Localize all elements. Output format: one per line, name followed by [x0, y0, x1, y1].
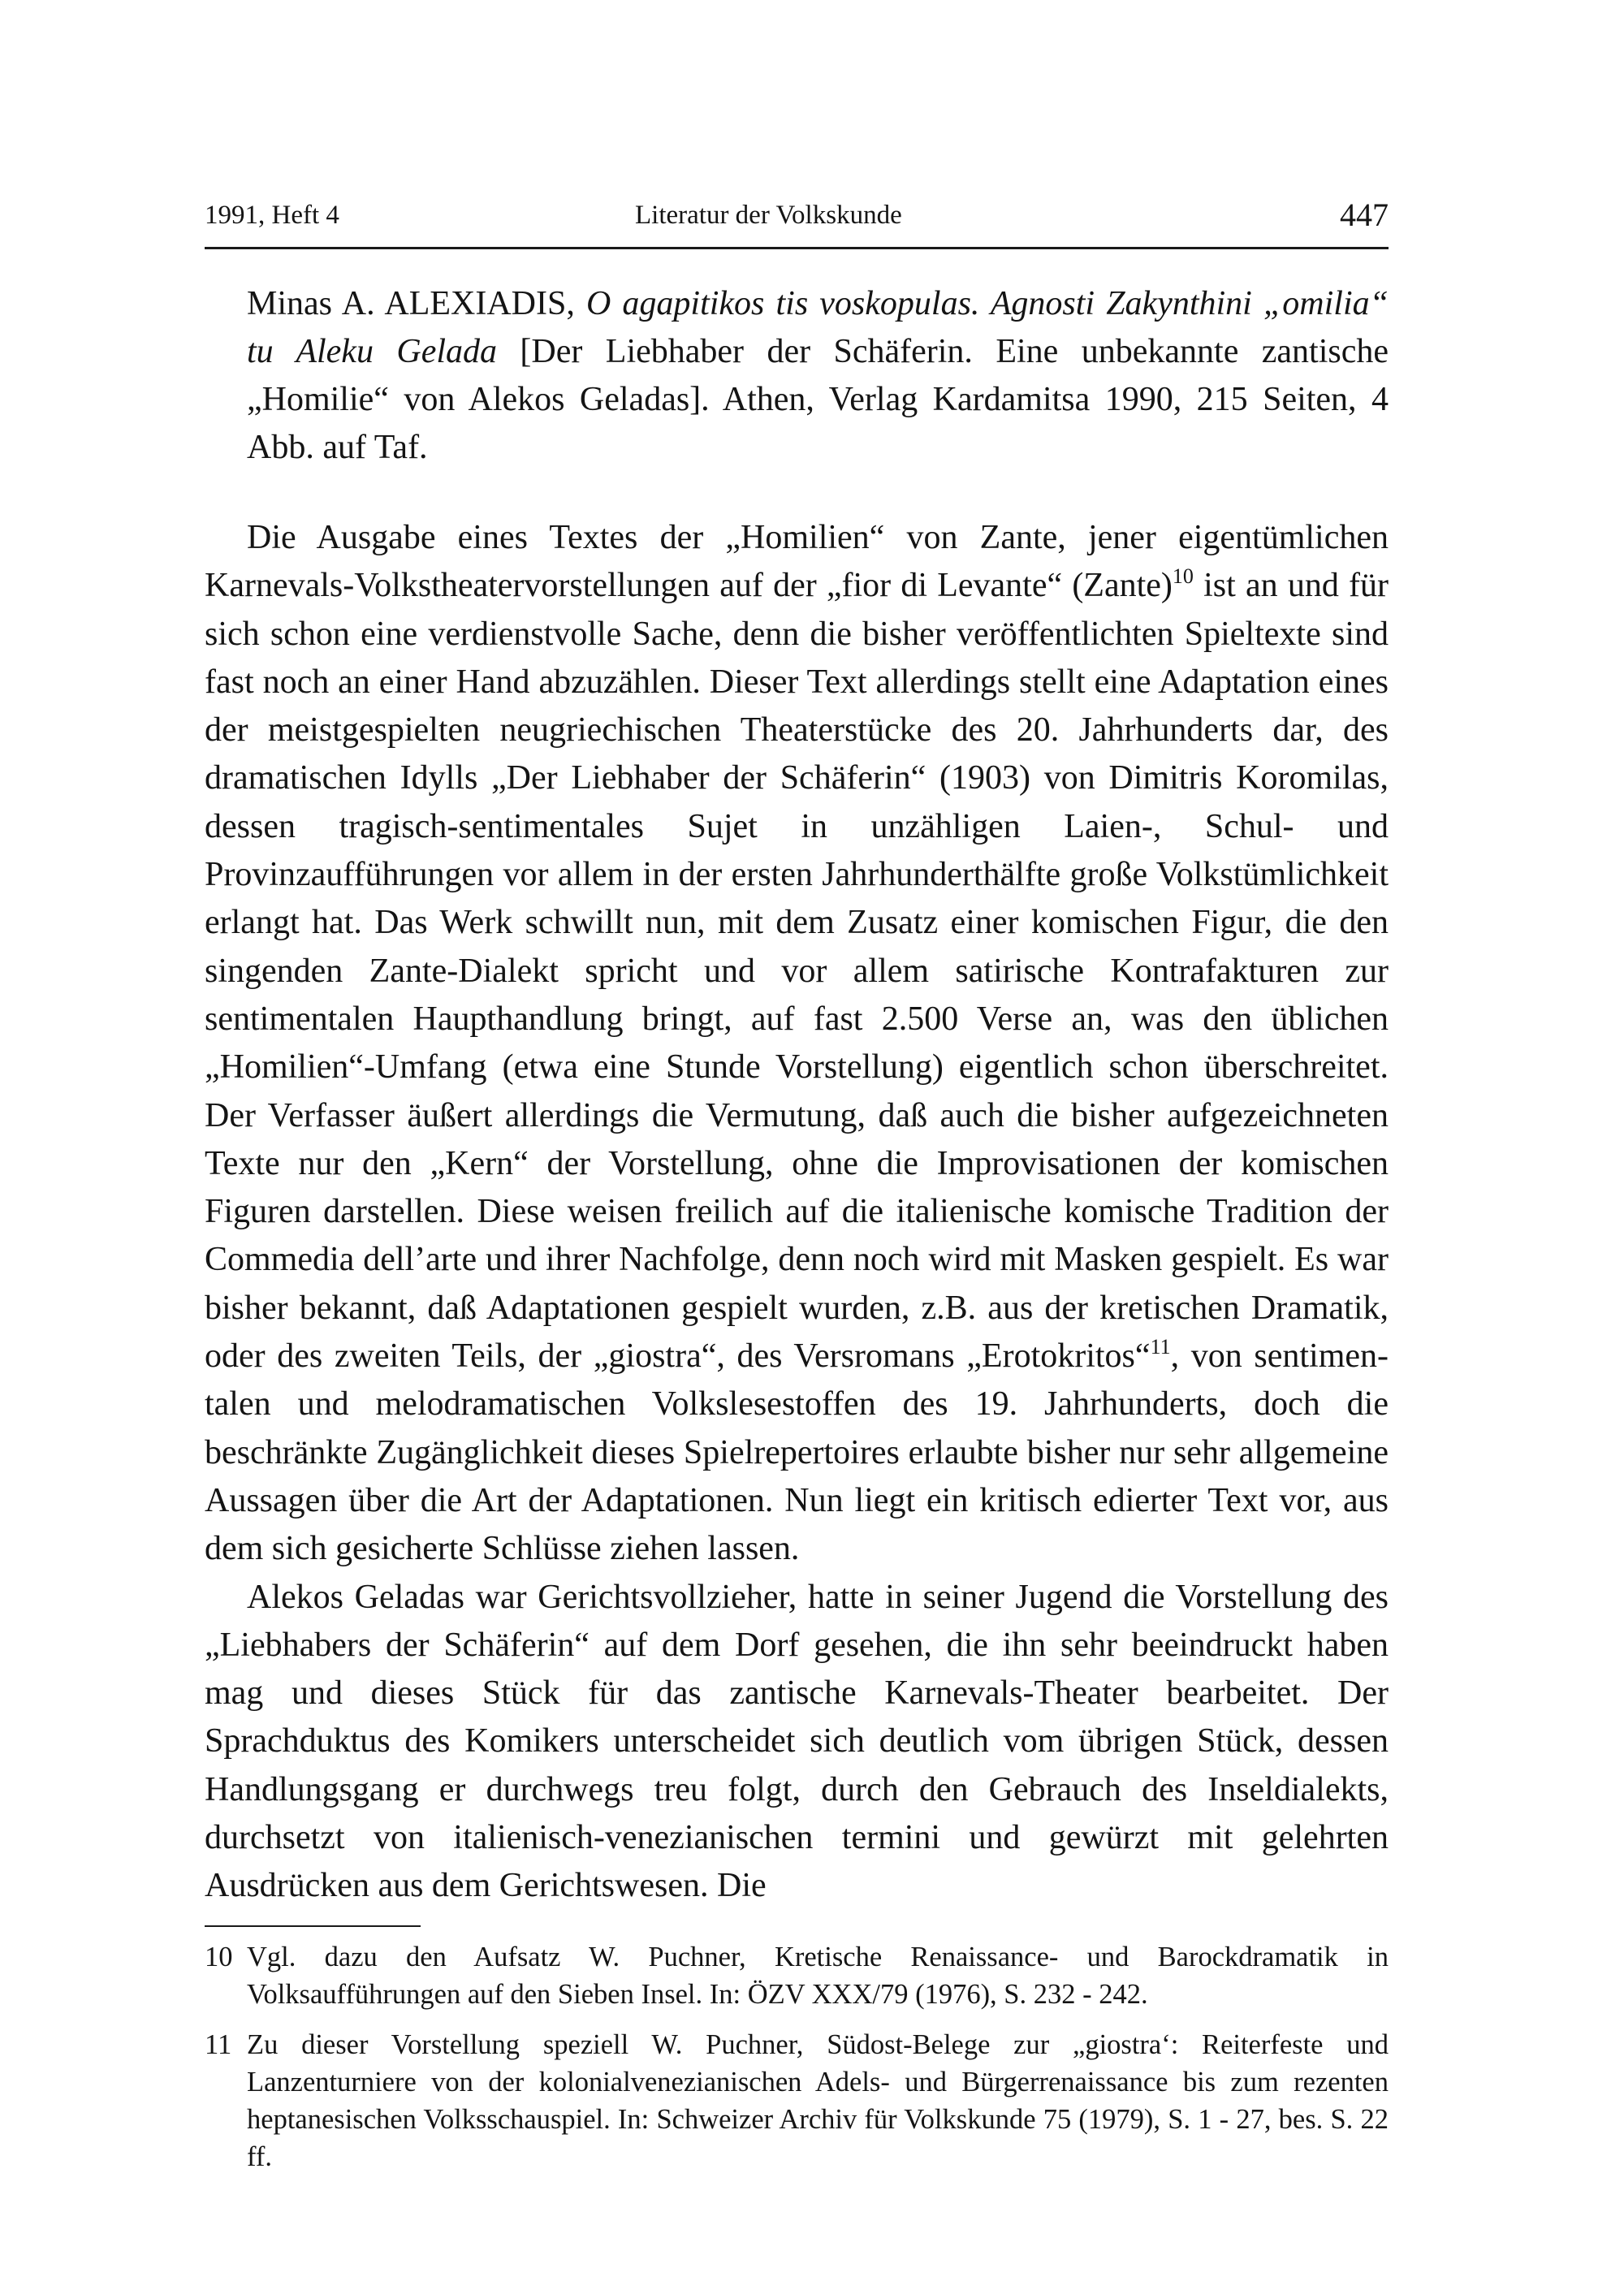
review-body — [205, 514, 1389, 1911]
footnote-number: 11 — [205, 2028, 232, 2060]
footnote-rule — [205, 1925, 421, 1927]
paragraph-2: Alekos Geladas war Gerichtsvollzieher, hatte in seiner Jugend die Vorstellung des „Liebhabers der Schäferin“ auf dem Dorf gesehen, die ihn sehr beeindruckt haben mag und dieses Stück für das zantische Karnevals-Theater bearbeitet. Der Sprachduktus des Komikers unterscheidet sich deutlich vom übrigen Stück, dessen Handlungsgang er durchwegs treu folgt, durch den Gebrauch des Inseldialekts, durchsetzt von italienisch-venezianischen termini und gewürzt mit gelehrten Ausdrücken aus dem Gerichtswesen. Die — [205, 1578, 1389, 1905]
footnote-text: Zu dieser Vorstellung speziell W. Puchner, Südost-Belege zur „giostra‘: Reiterfeste und Lanzenturniere von der kolonialvenezianischen Adels- und Bürgerrenaissance bis zum rezenten heptanesischen Volksschauspiel. In: Schweizer Archiv für Volkskunde 75 (1979), S. 1 - 27, bes. S. 22 ff. — [247, 2028, 1389, 2172]
citation-title: O agapitikos tis voskopulas. Agnosti Zakynthini „omilia“ tu — [247, 285, 1389, 370]
review-citation — [247, 280, 1389, 472]
journal-issue: 1991, Heft 4 — [205, 201, 339, 230]
footnote-11 — [205, 2026, 1389, 2175]
footnote-ref-10: 10 — [1172, 564, 1194, 589]
footnote-number: 10 — [205, 1941, 233, 1972]
footnote-text: Vgl. dazu den Aufsatz W. Puchner, Kretische Renaissance- und Barockdramatik in Volksaufführungen auf den Sieben Insel. In: ÖZV XXX/79 (1976), S. 232 - 242. — [247, 1941, 1389, 2010]
paragraph-1-part-b: ist an und für sich schon eine verdienstvolle Sache, denn die bisher veröffentlichten Spieltexte sind fast noch an einer Hand abzuzählen. Dieser Text allerdings stellt eine Adaptation eines der meistgespielten neugriechischen Theaterstücke des 20. Jahrhunderts dar, des dramatischen Idylls „Der Liebhaber der Schäferin“ (1903) von Dimitris Koromilas, dessen tragisch-sentimentales Sujet in unzähligen Laien-, Schul- und Provinzaufführungen vor allem in der ersten Jahrhunderthälfte große Volkstümlichkeit erlangt hat. Das Werk schwillt nun, mit dem Zusatz einer komischen Figur, die den singenden Zante-Dialekt spricht und vor allem satirische Kontrafakturen zur sentimentalen Haupthandlung bringt, auf fast 2.500 Verse an, was den üblichen „Homilien“-Umfang (etwa eine Stunde Vorstellung) eigentlich schon überschreitet. Der Verfasser äußert allerdings die Vermutung, daß auch die bisher aufgezeichneten Texte nur den „Kern“ der Vorstellung, ohne die Improvisationen der komischen Figuren darstellen. Diese weisen freilich auf die italienische komische Tradition der Commedia dell’arte und ihrer Nachfolge, denn noch wird mit Masken gespielt. Es war bisher bekannt, daß Adaptationen gespielt wurden, z.B. aus der kretischen Dramatik, oder des zweiten Teils, der „giostra“, des Versromans „Erotokritos“ — [205, 567, 1389, 1376]
footnote-10 — [205, 1938, 1389, 2013]
footnotes — [205, 1938, 1389, 2175]
paragraph-1-part-a: Die Ausgabe eines Textes der „Homilien“ von Zante, jener eigentümlichen Karnevals-Volkstheatervorstellungen auf der „fior di Levante“ (Zante) — [205, 519, 1389, 605]
paragraph-1 — [205, 514, 1389, 1574]
header-rule — [205, 247, 1389, 249]
citation-details: [Der Liebhaber der Schäferin. Eine unbekannte zantische „Homilie“ von Alekos Geladas]. Athen, Verlag Kardamitsa 1990, 215 Seiten, 4 Abb. auf Taf. — [247, 333, 1389, 466]
paragraph-1-part-c: , von sentimentalen und melodramatischen Volkslesestoffen des 19. Jahrhunderts, doch die beschränkte Zugänglichkeit dieses Spielrepertoires erlaubte bisher nur sehr allgemeine Aussagen über die Art der Adaptationen. Nun liegt ein kritisch edierter Text vor, aus dem sich gesicherte Schlüsse ziehen lassen. — [205, 1337, 1389, 1568]
citation-author: Minas A. ALEXIADIS, — [247, 285, 586, 322]
running-head — [205, 192, 1389, 239]
footnote-ref-11: 11 — [1150, 1335, 1171, 1359]
citation-title-author: Aleku Gelada — [296, 333, 498, 370]
section-title: Literatur der Volkskunde — [635, 201, 902, 230]
page — [205, 192, 1389, 2188]
page-number: 447 — [1340, 197, 1389, 233]
